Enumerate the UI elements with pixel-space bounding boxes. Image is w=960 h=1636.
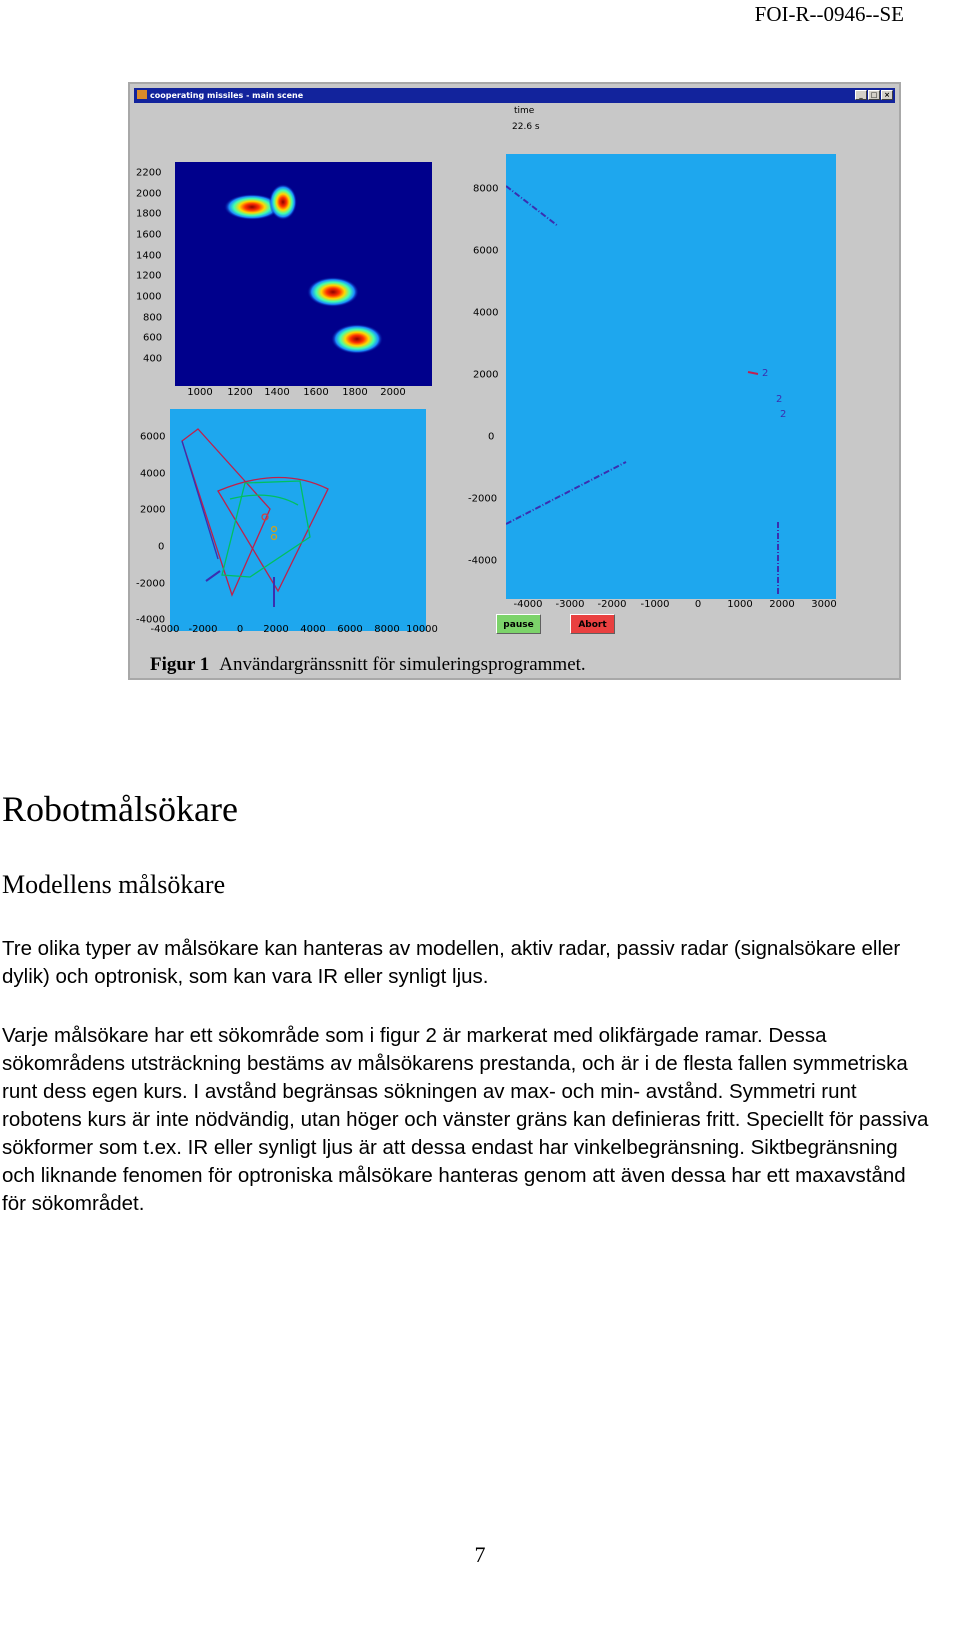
search-sector-blue <box>182 441 218 559</box>
heatmap-canvas <box>175 162 432 386</box>
x-tick: -2000 <box>597 599 627 610</box>
y-tick: 2000 <box>140 504 166 516</box>
search-sector-red <box>182 429 270 595</box>
y-tick: 2200 <box>136 167 162 179</box>
x-tick: 1400 <box>264 387 290 398</box>
y-tick: 2000 <box>136 188 162 200</box>
target-marker <box>748 372 758 374</box>
maximize-button[interactable]: □ <box>868 90 880 100</box>
document-id: FOI-R--0946--SE <box>754 2 904 26</box>
x-tick: 2000 <box>380 387 406 398</box>
heat-blob <box>269 184 297 220</box>
x-tick: -2000 <box>188 624 218 635</box>
simulation-window <box>128 82 901 680</box>
x-tick: 8000 <box>374 624 400 635</box>
y-tick: -2000 <box>468 493 498 505</box>
x-tick: 1000 <box>187 387 213 398</box>
heat-blob <box>331 324 383 354</box>
y-tick: 800 <box>143 312 163 324</box>
x-tick: 0 <box>236 624 244 635</box>
y-tick: 1000 <box>136 291 162 303</box>
missile-track <box>506 186 558 226</box>
page-number: 7 <box>474 1542 486 1567</box>
matlab-app-icon <box>137 90 147 99</box>
minimize-button[interactable]: _ <box>855 90 867 100</box>
sensor-coverage-plot <box>170 409 426 631</box>
y-tick: -2000 <box>136 578 166 590</box>
x-tick: -4000 <box>513 599 543 610</box>
y-tick: 4000 <box>473 307 499 319</box>
track-plot <box>506 154 836 599</box>
target-marker <box>272 535 277 540</box>
x-tick: 4000 <box>300 624 326 635</box>
figure-caption-text: Användargränssnitt för simuleringsprogrammet. <box>219 654 586 675</box>
track-canvas <box>506 154 836 599</box>
heatmap-plot <box>175 162 432 386</box>
y-tick: -4000 <box>136 614 166 626</box>
x-tick: 1600 <box>303 387 329 398</box>
x-tick: 1000 <box>727 599 753 610</box>
figure-caption <box>150 654 586 676</box>
x-tick: 2000 <box>263 624 289 635</box>
x-tick: 10000 <box>406 624 438 635</box>
y-tick: 600 <box>143 332 163 344</box>
missile-path <box>206 571 220 581</box>
section-heading: Robotmålsökare <box>2 789 238 829</box>
target-marker <box>272 527 277 532</box>
x-tick: 3000 <box>811 599 837 610</box>
close-button[interactable]: × <box>881 90 893 100</box>
time-label: time <box>514 106 535 116</box>
x-tick: 6000 <box>337 624 363 635</box>
window-titlebar <box>134 88 895 103</box>
y-tick: -4000 <box>468 555 498 567</box>
abort-button[interactable]: Abort <box>570 614 615 634</box>
y-tick: 6000 <box>473 245 499 257</box>
x-tick: 2000 <box>769 599 795 610</box>
x-tick: 1800 <box>342 387 368 398</box>
y-tick: 8000 <box>473 183 499 195</box>
time-value: 22.6 s <box>512 122 540 132</box>
x-tick: -1000 <box>640 599 670 610</box>
figure-label: Figur 1 <box>150 654 210 675</box>
y-tick: 1600 <box>136 229 162 241</box>
window-title: cooperating missiles - main scene <box>150 91 304 100</box>
paragraph: Varje målsökare har ett sökområde som i figur 2 är markerat med olikfärgade ramar. Dessa sökområdens utsträckning bestäms av målsökarens prestanda, och är i de flesta fallen symmetriska runt dess egen kurs. I avstånd begränsas sökningen av max- och min- avstånd. Symmetri runt robotens kurs är inte nödvändig, utan höger och vänster gräns kan definieras fritt. Speciellt för passiva sökformer som t.ex. IR eller synligt ljus är att dessa endast har vinkelbegränsning. Siktbegränsning och liknande fenomen för optroniska målsökare hanteras genom att även dessa har ett maxavstånd för sökområdet. <box>2 1024 929 1215</box>
missile-track <box>506 462 626 524</box>
y-tick: 1800 <box>136 208 162 220</box>
y-tick: 0 <box>158 541 165 553</box>
x-tick: 0 <box>694 599 702 610</box>
track-label: 2 <box>780 409 787 420</box>
y-tick: 0 <box>488 431 495 443</box>
y-tick: 6000 <box>140 431 166 443</box>
y-tick: 1400 <box>136 250 162 262</box>
y-tick: 4000 <box>140 468 166 480</box>
sensor-canvas <box>170 409 426 631</box>
track-label: 2 <box>776 394 783 405</box>
x-tick: -4000 <box>150 624 180 635</box>
y-tick: 2000 <box>473 369 499 381</box>
x-tick: 1200 <box>227 387 253 398</box>
y-tick: 400 <box>143 353 163 365</box>
track-label: 2 <box>762 368 769 379</box>
subsection-heading: Modellens målsökare <box>2 870 226 899</box>
paragraph: Tre olika typer av målsökare kan hanteras av modellen, aktiv radar, passiv radar (signalsökare eller dylik) och optronisk, som kan vara IR eller synligt ljus. <box>2 937 901 988</box>
y-tick: 1200 <box>136 270 162 282</box>
pause-button[interactable]: pause <box>496 614 541 634</box>
heat-blob <box>307 277 359 307</box>
x-tick: -3000 <box>555 599 585 610</box>
